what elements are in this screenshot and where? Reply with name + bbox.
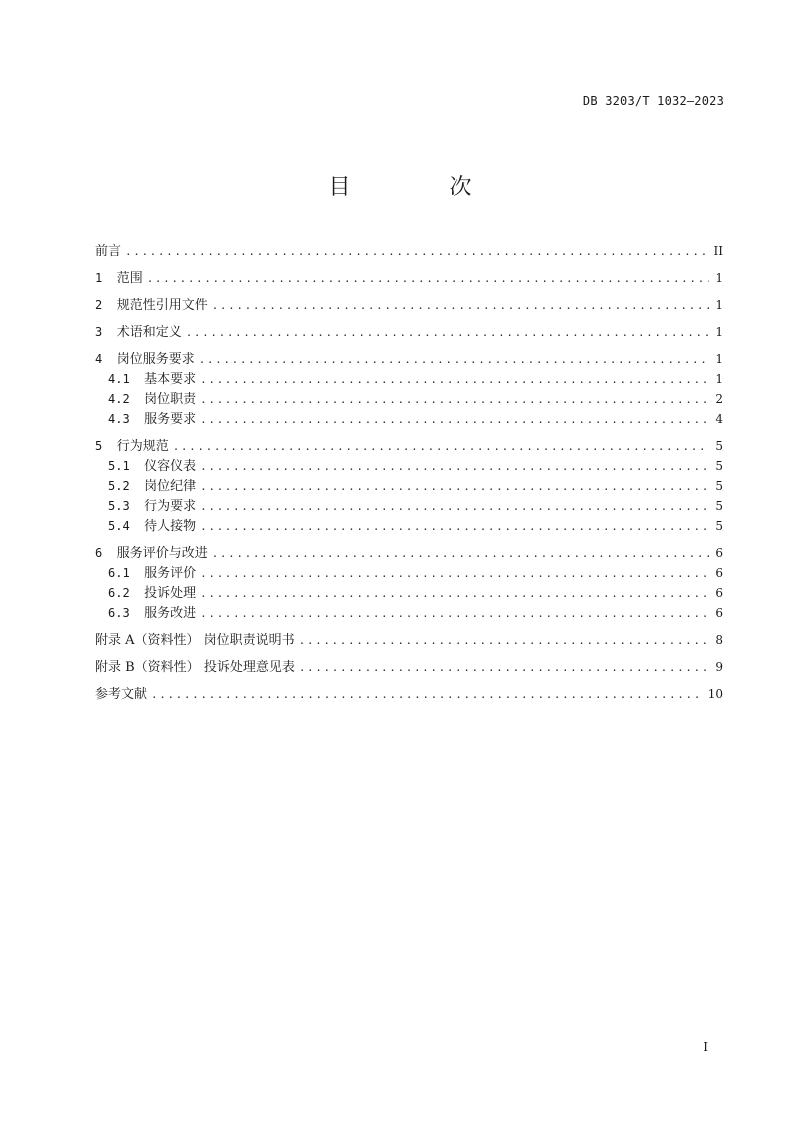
toc-entry-page: 5 bbox=[715, 479, 723, 493]
toc-entry-page: 1 bbox=[715, 372, 723, 386]
toc-title: 目 次 bbox=[328, 175, 518, 200]
toc-dot-leader bbox=[212, 296, 709, 316]
toc-entry-page: 10 bbox=[707, 687, 723, 701]
toc-entry-number: 4.2 bbox=[108, 392, 145, 406]
toc-entry-number: 4.1 bbox=[108, 372, 145, 386]
toc-dot-leader bbox=[200, 517, 709, 537]
toc-entry[interactable] bbox=[95, 369, 723, 389]
toc-dot-leader bbox=[200, 604, 709, 624]
toc-entry-label: 服务要求 bbox=[144, 412, 197, 427]
toc-entry-label: 基本要求 bbox=[144, 372, 197, 387]
toc-entry-number: 4 bbox=[95, 352, 117, 366]
toc-entry-page: II bbox=[713, 244, 723, 258]
toc-dot-leader bbox=[200, 497, 709, 517]
toc-entry-page: 6 bbox=[715, 546, 723, 560]
toc-dot-leader bbox=[147, 269, 709, 289]
toc-entry-label: 规范性引用文件 bbox=[116, 298, 208, 313]
toc-entry-page: 1 bbox=[715, 271, 723, 285]
toc-entry-label: 岗位职责 bbox=[144, 392, 197, 407]
toc-entry[interactable] bbox=[95, 436, 723, 456]
toc-entry-label: 术语和定义 bbox=[116, 325, 182, 340]
toc-entry-page: 5 bbox=[715, 499, 723, 513]
toc-dot-leader bbox=[299, 631, 709, 651]
toc-entry[interactable] bbox=[95, 496, 723, 516]
toc-entry-number: 5.4 bbox=[108, 519, 145, 533]
toc-entry[interactable] bbox=[95, 476, 723, 496]
toc-entry[interactable] bbox=[95, 684, 723, 704]
toc-entry[interactable] bbox=[95, 389, 723, 409]
toc-entry-page: 5 bbox=[715, 519, 723, 533]
toc-entry-label: 待人接物 bbox=[144, 519, 197, 534]
toc-entry-page: 6 bbox=[715, 586, 723, 600]
toc-entry-page: 8 bbox=[715, 633, 723, 647]
toc-dot-leader bbox=[299, 658, 709, 678]
toc-dot-leader bbox=[200, 410, 709, 430]
toc-dot-leader bbox=[199, 350, 709, 370]
toc-entry-page: 1 bbox=[715, 325, 723, 339]
toc-entry-label: 附录 B（资料性） 投诉处理意见表 bbox=[95, 660, 295, 675]
toc-dot-leader bbox=[200, 477, 709, 497]
toc-entry-page: 5 bbox=[715, 439, 723, 453]
toc-entry-number: 5.1 bbox=[108, 459, 145, 473]
toc-entry-page: 1 bbox=[715, 352, 723, 366]
toc-entry-number: 4.3 bbox=[108, 412, 145, 426]
toc-entry-page: 6 bbox=[715, 566, 723, 580]
toc-entry[interactable] bbox=[95, 583, 723, 603]
toc-entry-page: 1 bbox=[715, 298, 723, 312]
toc-entry-page: 9 bbox=[715, 660, 723, 674]
toc-entry-label: 服务改进 bbox=[144, 606, 197, 621]
toc-entry-number: 5.3 bbox=[108, 499, 145, 513]
toc-entry-number: 5 bbox=[95, 439, 117, 453]
toc-dot-leader bbox=[151, 685, 704, 705]
toc-entry[interactable] bbox=[95, 543, 723, 563]
toc-entry[interactable] bbox=[95, 409, 723, 429]
toc-entry-page: 2 bbox=[715, 392, 723, 406]
toc-entry[interactable] bbox=[95, 241, 723, 261]
toc-entry-label: 投诉处理 bbox=[144, 586, 197, 601]
toc-entry[interactable] bbox=[95, 516, 723, 536]
toc-entry[interactable] bbox=[95, 456, 723, 476]
toc-dot-leader bbox=[200, 370, 709, 390]
toc-dot-leader bbox=[212, 544, 709, 564]
toc-entry-label: 行为要求 bbox=[144, 499, 197, 514]
toc-entry[interactable] bbox=[95, 322, 723, 342]
toc-entry[interactable] bbox=[95, 630, 723, 650]
document-code: DB 3203/T 1032—2023 bbox=[582, 94, 724, 108]
toc-entry-page: 4 bbox=[715, 412, 723, 426]
toc-entry-label: 前言 bbox=[95, 244, 122, 259]
toc-entry-label: 服务评价 bbox=[144, 566, 197, 581]
toc-dot-leader bbox=[200, 390, 709, 410]
table-of-contents bbox=[95, 241, 723, 704]
toc-entry-number: 6 bbox=[95, 546, 117, 560]
toc-entry-label: 仪容仪表 bbox=[144, 459, 197, 474]
toc-entry-label: 参考文献 bbox=[95, 687, 148, 702]
toc-entry[interactable] bbox=[95, 563, 723, 583]
toc-entry-page: 5 bbox=[715, 459, 723, 473]
toc-dot-leader bbox=[200, 457, 709, 477]
toc-dot-leader bbox=[200, 564, 709, 584]
toc-entry-number: 6.3 bbox=[108, 606, 145, 620]
toc-entry[interactable] bbox=[95, 603, 723, 623]
toc-entry-label: 范围 bbox=[116, 271, 143, 286]
toc-entry-label: 附录 A（资料性） 岗位职责说明书 bbox=[95, 633, 295, 648]
toc-entry-label: 岗位服务要求 bbox=[116, 352, 195, 367]
toc-dot-leader bbox=[200, 584, 709, 604]
toc-entry[interactable] bbox=[95, 268, 723, 288]
toc-dot-leader bbox=[186, 323, 709, 343]
toc-dot-leader bbox=[125, 242, 709, 262]
toc-entry[interactable] bbox=[95, 657, 723, 677]
toc-entry-label: 行为规范 bbox=[116, 439, 169, 454]
toc-entry[interactable] bbox=[95, 349, 723, 369]
page-number: I bbox=[703, 1040, 708, 1054]
toc-entry[interactable] bbox=[95, 295, 723, 315]
toc-entry-number: 6.2 bbox=[108, 586, 145, 600]
toc-dot-leader bbox=[173, 437, 709, 457]
toc-entry-number: 1 bbox=[95, 271, 117, 285]
toc-entry-page: 6 bbox=[715, 606, 723, 620]
toc-entry-label: 服务评价与改进 bbox=[116, 546, 208, 561]
toc-entry-number: 6.1 bbox=[108, 566, 145, 580]
toc-entry-label: 岗位纪律 bbox=[144, 479, 197, 494]
toc-entry-number: 5.2 bbox=[108, 479, 145, 493]
toc-entry-number: 2 bbox=[95, 298, 117, 312]
toc-entry-number: 3 bbox=[95, 325, 117, 339]
